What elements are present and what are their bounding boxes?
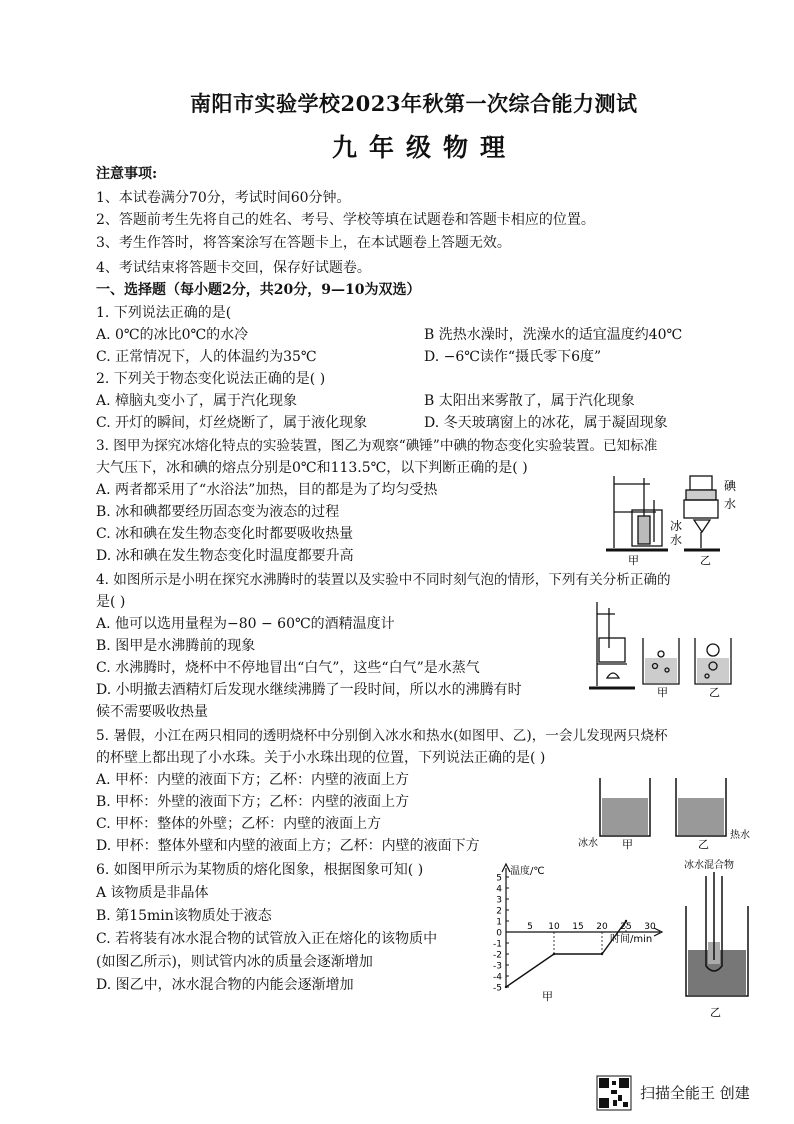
q1-option-c: C. 正常情况下，人的体温约为35℃ xyxy=(96,349,317,365)
q4-option-d-line2: 候不需要吸收热量 xyxy=(96,704,208,720)
notes-heading: 注意事项: xyxy=(96,166,158,182)
x-tick-label: 5 xyxy=(527,922,533,932)
q1-option-b: B 洗热水澡时，洗澡水的适宜温度约40℃ xyxy=(424,327,683,343)
q3-figure xyxy=(598,470,773,568)
q4-option-c: C. 水沸腾时，烧杯中不停地冒出“白气”，这些“白气”是水蒸气 xyxy=(96,660,480,676)
qr-code-icon xyxy=(596,1075,632,1111)
q1-option-a: A. 0℃的冰比0℃的水冷 xyxy=(96,327,249,343)
q4-figure xyxy=(585,598,745,698)
water-label: 水 xyxy=(670,533,683,547)
iodine-label: 碘 xyxy=(724,479,737,493)
x-axis-label: 时间/min xyxy=(610,934,653,945)
note-item: 2、答题前考生先将自己的姓名、考号、学校等填在试题卷和答题卡相应的位置。 xyxy=(96,212,595,228)
icewater-label: 冰水 xyxy=(578,838,598,849)
q5-stem-line2: 的杯壁上都出现了小水珠。关于小水珠出现的位置，下列说法正确的是( ) xyxy=(96,750,546,766)
exam-title: 南阳市实验学校2023年秋第一次综合能力测试 xyxy=(190,91,638,116)
mix-label: 冰水混合物 xyxy=(684,860,734,871)
y-tick-label: 2 xyxy=(496,906,502,917)
data-point xyxy=(601,953,603,955)
note-item: 4、考试结束将答题卡交回，保存好试题卷。 xyxy=(96,260,371,276)
ice-melting-apparatus xyxy=(606,476,668,550)
q6-option-a: A 该物质是非晶体 xyxy=(96,885,209,901)
q2-option-a: A. 樟脑丸变小了，属于汽化现象 xyxy=(96,393,298,409)
y-tick-label: 5 xyxy=(496,873,502,884)
q2-option-d: D. 冬天玻璃窗上的冰花，属于凝固现象 xyxy=(424,415,668,431)
series-line xyxy=(506,921,626,987)
q2-option-c: C. 开灯的瞬间，灯丝烧断了，属于液化现象 xyxy=(96,415,368,431)
q3-option-c: C. 冰和碘在发生物态变化时都要吸收热量 xyxy=(96,526,354,542)
q1-option-d: D. −6℃读作“摄氏零下6度” xyxy=(424,349,602,365)
q6-stem: 6. 如图甲所示为某物质的熔化图象，根据图象可知( ) xyxy=(96,862,424,878)
exam-subtitle: 九年级物理 xyxy=(332,133,518,162)
q6-option-c-line1: C. 若将装有冰水混合物的试管放入正在熔化的该物质中 xyxy=(96,931,438,947)
q1-stem: 1. 下列说法正确的是( xyxy=(96,305,232,321)
q6-option-d: D. 图乙中，冰水混合物的内能会逐渐增加 xyxy=(96,977,354,993)
note-item: 1、本试卷满分70分，考试时间60分钟。 xyxy=(96,190,351,206)
test-tube-in-beaker xyxy=(686,872,748,996)
y-tick-label: 0 xyxy=(496,928,502,939)
q3-stem-line1: 3. 图甲为探究冰熔化特点的实验装置，图乙为观察“碘锤”中碘的物态变化实验装置。已知标准 xyxy=(96,438,658,454)
q4-stem-line1: 4. 如图所示是小明在探究水沸腾时的装置以及实验中不同时刻气泡的情形，下列有关分析正确的 xyxy=(96,572,671,588)
x-tick-label: 20 xyxy=(596,922,608,932)
q6-option-b: B. 第15min该物质处于液态 xyxy=(96,908,272,924)
water2-label: 水 xyxy=(724,497,737,511)
data-point xyxy=(625,920,627,922)
beaker-jia xyxy=(643,638,679,684)
fig-jia-label: 甲 xyxy=(542,990,553,1003)
y-tick-label: 4 xyxy=(496,884,502,895)
q3-option-b: B. 冰和碘都要经历固态变为液态的过程 xyxy=(96,504,340,520)
y-tick-label: 3 xyxy=(496,895,502,906)
q2-option-b: B 太阳出来雾散了，属于汽化现象 xyxy=(424,393,635,409)
fig-jia-label: 甲 xyxy=(622,838,633,851)
y-tick-label: -3 xyxy=(493,961,502,972)
q6-option-c-line2: (如图乙所示)，则试管内冰的质量会逐渐增加 xyxy=(96,954,373,970)
q3-option-a: A. 两者都采用了“水浴法”加热，目的都是为了均匀受热 xyxy=(96,482,438,498)
note-item: 3、考生作答时，将答案涂写在答题卡上，在本试题卷上答题无效。 xyxy=(96,235,511,251)
q5-option-b: B. 甲杯：外壁的液面下方；乙杯：内壁的液面上方 xyxy=(96,794,410,810)
y-tick-label: 1 xyxy=(496,917,502,928)
y-axis-label: 温度/℃ xyxy=(510,866,545,877)
q5-stem-line1: 5. 暑假，小江在两只相同的透明烧杯中分别倒入冰水和热水(如图甲、乙)，一会儿发现两只烧杯 xyxy=(96,728,668,744)
beaker-icewater xyxy=(600,778,650,836)
scanner-watermark: 扫描全能王 创建 xyxy=(640,1084,750,1102)
x-tick-label: 30 xyxy=(644,922,656,932)
y-tick-label: -5 xyxy=(493,983,502,994)
boiling-apparatus xyxy=(589,602,635,688)
data-point xyxy=(553,953,555,955)
fig-jia-label: 甲 xyxy=(657,686,668,698)
q4-stem-line2: 是( ) xyxy=(96,594,126,610)
section-heading: 一、选择题（每小题2分，共20分，9—10为双选） xyxy=(96,282,421,298)
x-tick-label: 25 xyxy=(620,922,632,932)
q6-apparatus xyxy=(672,856,762,1026)
q2-stem: 2. 下列关于物态变化说法正确的是( ) xyxy=(96,371,326,387)
fig-yi-label: 乙 xyxy=(700,554,711,567)
q4-option-a: A. 他可以选用量程为−80 − 60℃的酒精温度计 xyxy=(96,616,395,632)
q3-option-d: D. 冰和碘在发生物态变化时温度都要升高 xyxy=(96,548,354,564)
q5-option-c: C. 甲杯：整体的外壁；乙杯：内壁的液面上方 xyxy=(96,816,382,832)
q5-option-a: A. 甲杯：内壁的液面下方；乙杯：内壁的液面上方 xyxy=(96,772,410,788)
y-tick-label: -2 xyxy=(493,950,502,961)
x-tick-label: 10 xyxy=(548,922,560,932)
melting-chart xyxy=(470,860,670,1020)
y-tick-label: -1 xyxy=(493,939,502,950)
q4-option-b: B. 图甲是水沸腾前的现象 xyxy=(96,638,256,654)
q3-stem-line2: 大气压下，冰和碘的熔点分别是0℃和113.5℃，以下判断正确的是( ) xyxy=(96,460,528,476)
y-tick-label: -4 xyxy=(493,972,502,983)
q5-option-d: D. 甲杯：整体外壁和内壁的液面上方；乙杯：内壁的液面下方 xyxy=(96,838,480,854)
iodine-hammer-apparatus xyxy=(684,476,720,550)
data-point xyxy=(505,986,507,988)
hotwater-label: 热水 xyxy=(730,830,750,841)
fig-yi-label: 乙 xyxy=(710,1006,721,1019)
x-tick-label: 15 xyxy=(572,922,584,932)
beaker-yi xyxy=(695,638,731,684)
ice-label: 冰 xyxy=(670,519,683,533)
fig-yi-label: 乙 xyxy=(698,838,709,851)
q4-option-d-line1: D. 小明撤去酒精灯后发现水继续沸腾了一段时间，所以水的沸腾有时 xyxy=(96,682,522,698)
beaker-hotwater xyxy=(676,778,726,836)
fig-jia-label: 甲 xyxy=(628,554,639,567)
q5-figure xyxy=(578,774,758,852)
fig-yi-label: 乙 xyxy=(709,686,720,698)
